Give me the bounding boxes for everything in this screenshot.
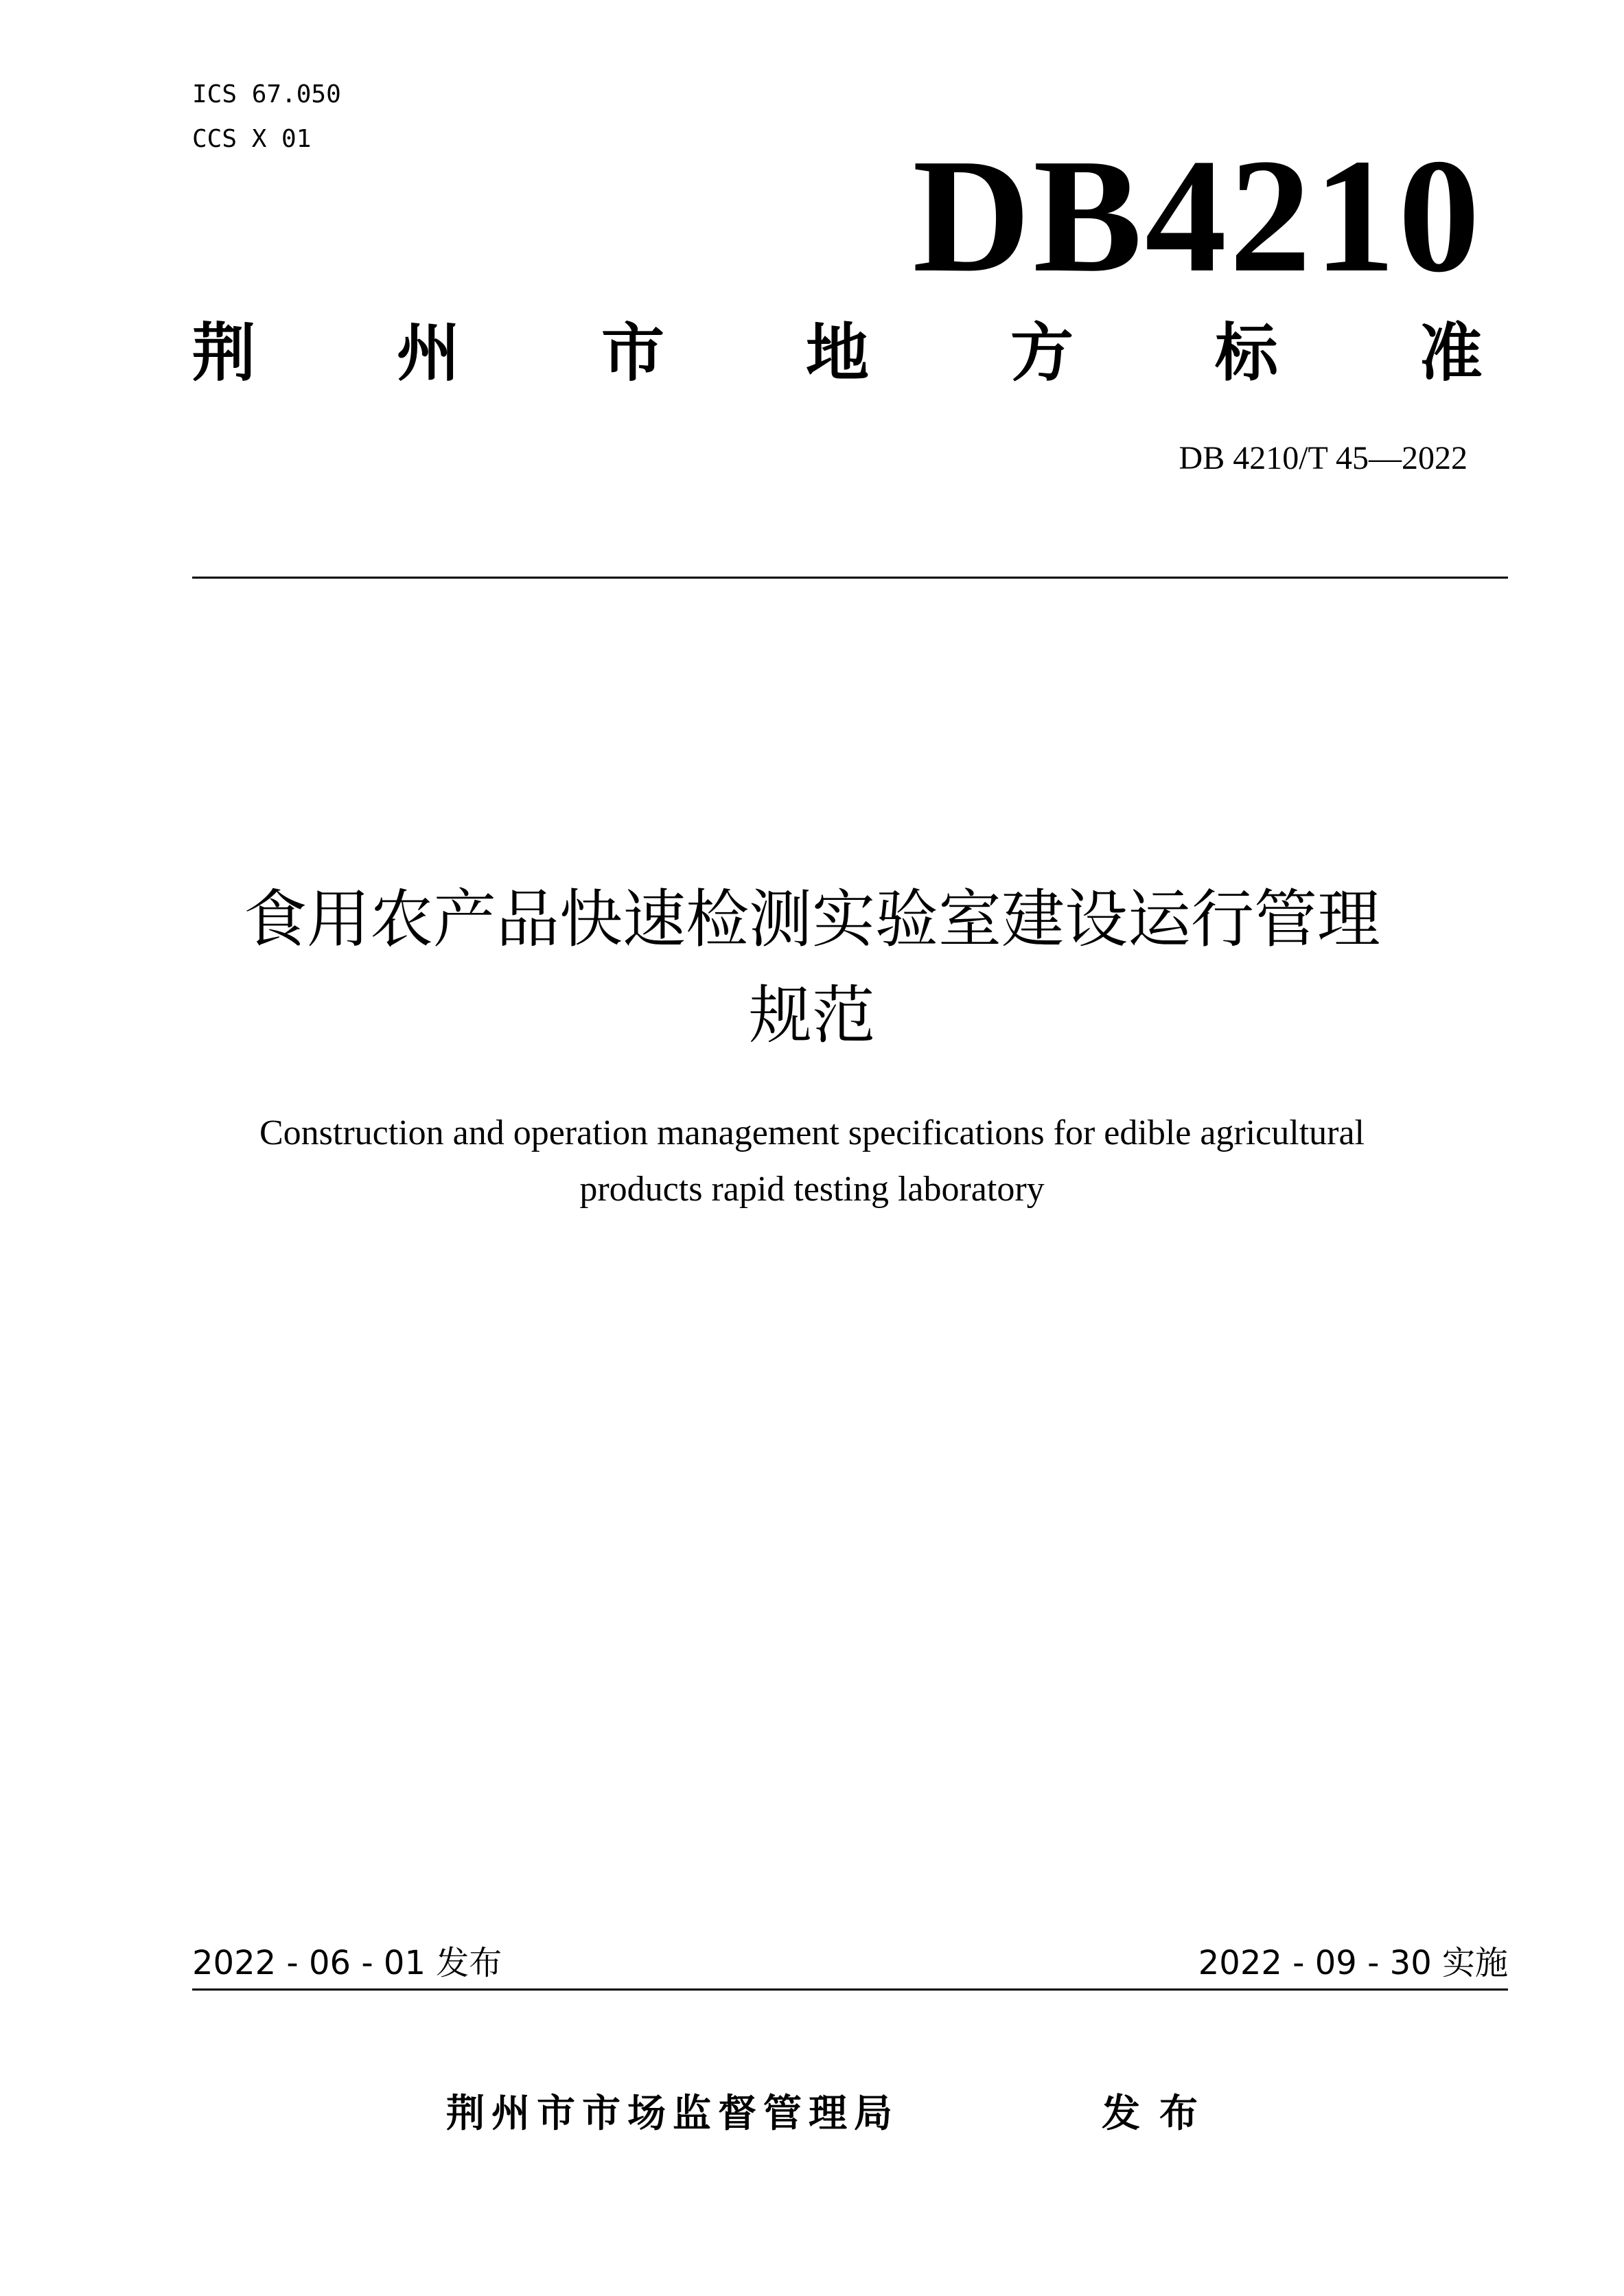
english-title-line-2: products rapid testing laboratory — [579, 1170, 1045, 1209]
standard-type-char: 州 — [396, 316, 460, 390]
top-divider — [192, 577, 1508, 579]
standard-number: DB 4210/T 45—2022 — [1179, 440, 1468, 476]
ics-code: ICS 67.050 — [192, 80, 341, 108]
effective-date: 2022 - 09 - 30 实施 — [1198, 1944, 1508, 1982]
publish-label: 发布 — [1102, 2091, 1217, 2136]
chinese-title-line-1: 食用农产品快速检测实验室建设运行管理 — [243, 883, 1380, 956]
standard-type-char: 方 — [1010, 316, 1074, 390]
issue-date: 2022 - 06 - 01 发布 — [192, 1944, 502, 1982]
standard-type-char: 地 — [805, 316, 869, 390]
standard-type-char: 准 — [1419, 316, 1483, 390]
standard-type-char: 市 — [601, 316, 664, 390]
chinese-title — [137, 872, 1487, 1064]
chinese-title-line-2: 规范 — [748, 979, 875, 1052]
bottom-divider — [192, 1988, 1508, 1991]
english-title-line-1: Construction and operation management specifications for edible agricultural — [259, 1113, 1365, 1152]
standard-type-char: 荆 — [192, 316, 256, 390]
standard-type-char: 标 — [1214, 316, 1278, 390]
english-title — [137, 1105, 1487, 1218]
standard-type — [192, 316, 1483, 391]
publisher-name: 荆州市市场监督管理局 — [446, 2091, 899, 2136]
ccs-code: CCS X 01 — [192, 125, 312, 153]
standard-code: DB4210 — [912, 126, 1483, 306]
